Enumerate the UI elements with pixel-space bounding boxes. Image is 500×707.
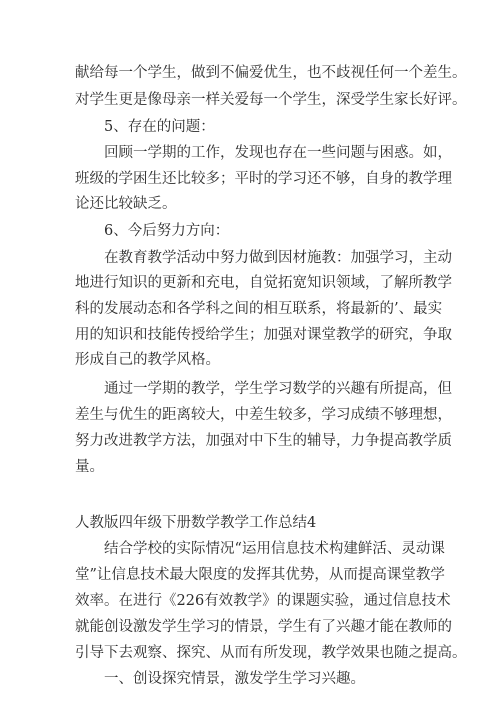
paragraph-line: 效率。在进行《226有效教学》的课题实验，通过信息技术 — [75, 593, 451, 609]
paragraph-line: 用的知识和技能传授给学生；加强对课堂教学的研究，争取 — [75, 327, 452, 343]
section-heading: 6、今后努力方向： — [104, 223, 230, 239]
paragraph-line: 差生与优生的距离较大，中差生较多，学习成绩不够理想， — [75, 407, 452, 423]
paragraph-line: 一、创设探究情景，激发学生学习兴趣。 — [104, 671, 365, 687]
paragraph-line: 回顾一学期的工作，发现也存在一些问题与困惑。如， — [104, 145, 452, 161]
paragraph-line: 论还比较缺乏。 — [75, 196, 177, 212]
paragraph-line: 通过一学期的教学，学生学习数学的兴趣有所提高，但 — [104, 381, 452, 397]
paragraph-line: 引导下去观察、探究、从而有所发现，教学效果也随之提高。 — [75, 645, 467, 661]
section-heading: 5、存在的问题： — [104, 119, 215, 135]
paragraph-line: 对学生更是像母亲一样关爱每一个学生，深受学生家长好评。 — [75, 92, 467, 108]
paragraph-line: 献给每一个学生，做到不偏爱优生，也不歧视任何一个差生。 — [75, 65, 467, 81]
paragraph-line: 就能创设激发学生学习的情景，学生有了兴趣才能在教师的 — [75, 619, 452, 635]
paragraph-line: 堂”让信息技术最大限度的发挥其优势，从而提高课堂教学 — [75, 567, 445, 583]
paragraph-line: 努力改进教学方法，加强对中下生的辅导，力争提高教学质 — [75, 433, 452, 449]
paragraph-line: 量。 — [75, 459, 104, 475]
paragraph-line: 科的发展动态和各学科之间的相互联系，将最新的’、最实 — [75, 301, 443, 317]
paragraph-line: 班级的学困生还比较多；平时的学习还不够，自身的教学理 — [75, 171, 452, 187]
section-title: 人教版四年级下册数学教学工作总结4 — [75, 515, 317, 531]
paragraph-line: 结合学校的实际情况“运用信息技术构建鲜活、灵动课 — [104, 541, 445, 557]
paragraph-line: 地进行知识的更新和充电，自觉拓宽知识领域，了解所教学 — [75, 275, 452, 291]
paragraph-line: 形成自己的教学风格。 — [75, 352, 220, 368]
paragraph-line: 在教育教学活动中努力做到因材施教：加强学习，主动 — [104, 250, 452, 266]
